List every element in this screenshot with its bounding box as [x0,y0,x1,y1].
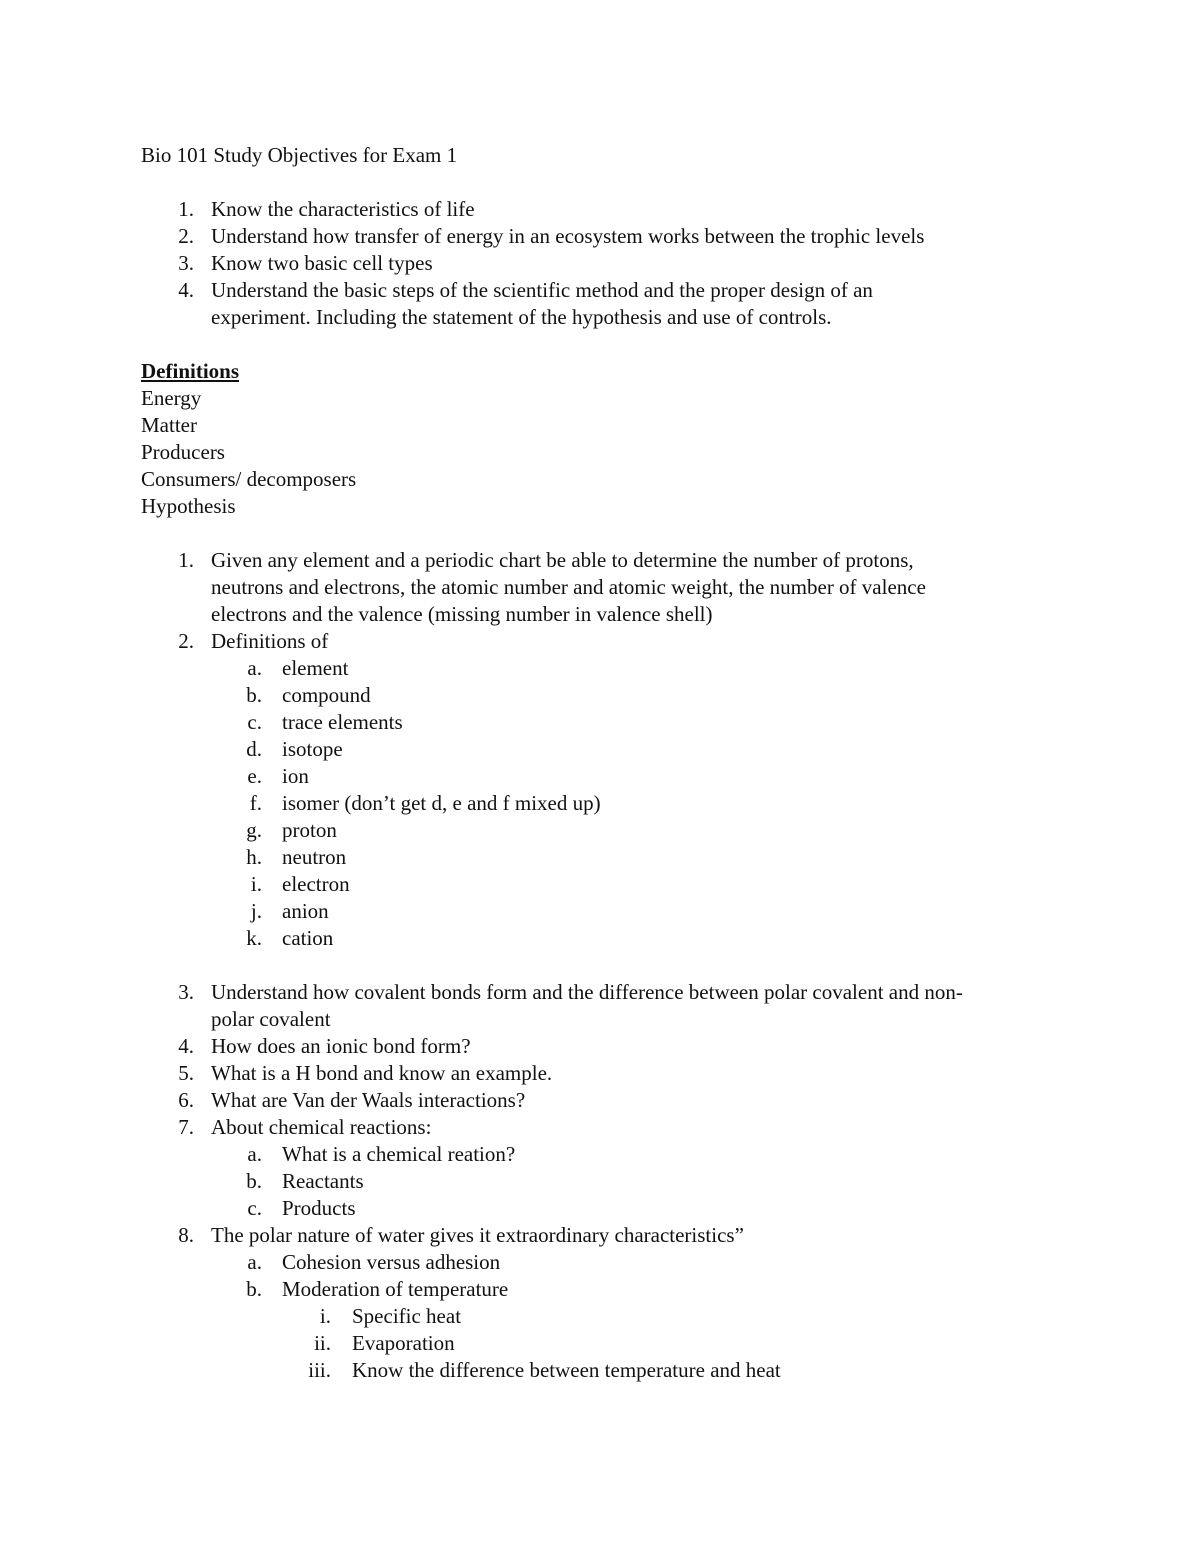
sublist-text: trace elements [282,710,403,734]
list-text: Understand how covalent bonds form and the difference between polar covalent and non- [211,980,963,1004]
list-text: Given any element and a periodic chart be able to determine the number of protons, [211,548,914,572]
subsublist-text: Specific heat [352,1304,462,1328]
list-text-continuation: neutrons and electrons, the atomic number and atomic weight, the number of valence [211,575,926,599]
list-text-continuation: experiment. Including the statement of the hypothesis and use of controls. [211,305,832,329]
chemistry-list [141,547,1081,1384]
list-item [141,628,1081,655]
sublist-letter: d. [246,737,262,761]
list-text: Definitions of [211,629,329,653]
sublist-letter: a. [247,1142,262,1166]
sublist-item [141,844,1081,871]
water-sublist [141,1249,1081,1303]
list-text: How does an ionic bond form? [211,1034,471,1058]
sublist-letter: b. [246,683,262,707]
definitions-heading: Definitions [141,359,240,383]
list-text: Know the characteristics of life [211,197,475,221]
list-item [141,1222,1081,1249]
sublist-item [141,1168,1081,1195]
sublist-letter: a. [247,1250,262,1274]
list-text-continuation: polar covalent [211,1007,331,1031]
list-item [141,250,1081,277]
sublist-text: Cohesion versus adhesion [282,1250,501,1274]
subsublist-numeral: ii. [314,1331,331,1355]
list-number: 4. [178,1034,194,1058]
sublist-letter: f. [249,791,262,815]
sublist-letter: a. [247,656,262,680]
sublist-letter: i. [250,872,262,896]
sublist-text: isomer (don’t get d, e and f mixed up) [282,791,601,815]
sublist-letter: b. [246,1277,262,1301]
sublist-text: neutron [282,845,347,869]
list-number: 3. [178,251,194,275]
sublist-text: isotope [282,737,343,761]
definition-term: Energy [141,386,202,410]
sublist-letter: c. [247,710,262,734]
sublist-item [141,682,1081,709]
list-number: 5. [178,1061,194,1085]
sublist-letter: g. [246,818,262,842]
temperature-sublist [141,1303,1081,1384]
list-text: The polar nature of water gives it extraordinary characteristics” [211,1223,744,1247]
list-text-continuation: electrons and the valence (missing number in valence shell) [211,602,713,626]
sublist-text: proton [282,818,337,842]
list-item [141,277,1081,331]
sublist-text: element [282,656,349,680]
reactions-sublist [141,1141,1081,1222]
subsublist-item [141,1357,1081,1384]
definitions-terms [141,385,1081,520]
sublist-text: ion [282,764,309,788]
list-text: About chemical reactions: [211,1115,432,1139]
list-item [141,547,1081,628]
definition-term: Matter [141,413,197,437]
list-item [141,196,1081,223]
definitions-sublist [141,655,1081,952]
sublist-text: Reactants [282,1169,364,1193]
list-number: 3. [178,980,194,1004]
definition-term: Hypothesis [141,494,236,518]
list-item [141,223,1081,250]
document-page [141,142,1081,1384]
sublist-text: electron [282,872,350,896]
sublist-item [141,817,1081,844]
sublist-letter: e. [247,764,262,788]
sublist-letter: k. [246,926,262,950]
sublist-item [141,1276,1081,1303]
sublist-item [141,763,1081,790]
list-number: 2. [178,224,194,248]
list-number: 2. [178,629,194,653]
list-number: 8. [178,1223,194,1247]
sublist-letter: j. [250,899,262,923]
list-text: Understand how transfer of energy in an ecosystem works between the trophic levels [211,224,925,248]
list-number: 1. [178,548,194,572]
sublist-text: Moderation of temperature [282,1277,509,1301]
sublist-item [141,709,1081,736]
list-number: 6. [178,1088,194,1112]
list-text: Know two basic cell types [211,251,433,275]
subsublist-numeral: i. [319,1304,331,1328]
list-item [141,1060,1081,1087]
list-text: What is a H bond and know an example. [211,1061,553,1085]
subsublist-text: Know the difference between temperature and heat [352,1358,781,1382]
sublist-item [141,871,1081,898]
sublist-text: compound [282,683,371,707]
sublist-item [141,736,1081,763]
sublist-letter: b. [246,1169,262,1193]
list-item [141,1033,1081,1060]
sublist-letter: c. [247,1196,262,1220]
sublist-text: What is a chemical reation? [282,1142,516,1166]
sublist-item [141,925,1081,952]
list-text: Understand the basic steps of the scientific method and the proper design of an [211,278,873,302]
sublist-item [141,898,1081,925]
sublist-text: anion [282,899,329,923]
document-title: Bio 101 Study Objectives for Exam 1 [141,143,458,167]
subsublist-numeral: iii. [308,1358,331,1382]
sublist-item [141,655,1081,682]
list-text: What are Van der Waals interactions? [211,1088,526,1112]
definition-term: Consumers/ decomposers [141,467,357,491]
list-number: 7. [178,1115,194,1139]
list-number: 1. [178,197,194,221]
sublist-item [141,1195,1081,1222]
list-item [141,1114,1081,1141]
subsublist-item [141,1330,1081,1357]
sublist-item [141,1141,1081,1168]
sublist-letter: h. [246,845,262,869]
definition-term: Producers [141,440,225,464]
objectives-list [141,196,1081,331]
sublist-text: cation [282,926,334,950]
sublist-item [141,1249,1081,1276]
list-item [141,1087,1081,1114]
list-item [141,979,1081,1033]
sublist-item [141,790,1081,817]
list-number: 4. [178,278,194,302]
subsublist-item [141,1303,1081,1330]
sublist-text: Products [282,1196,356,1220]
subsublist-text: Evaporation [352,1331,455,1355]
